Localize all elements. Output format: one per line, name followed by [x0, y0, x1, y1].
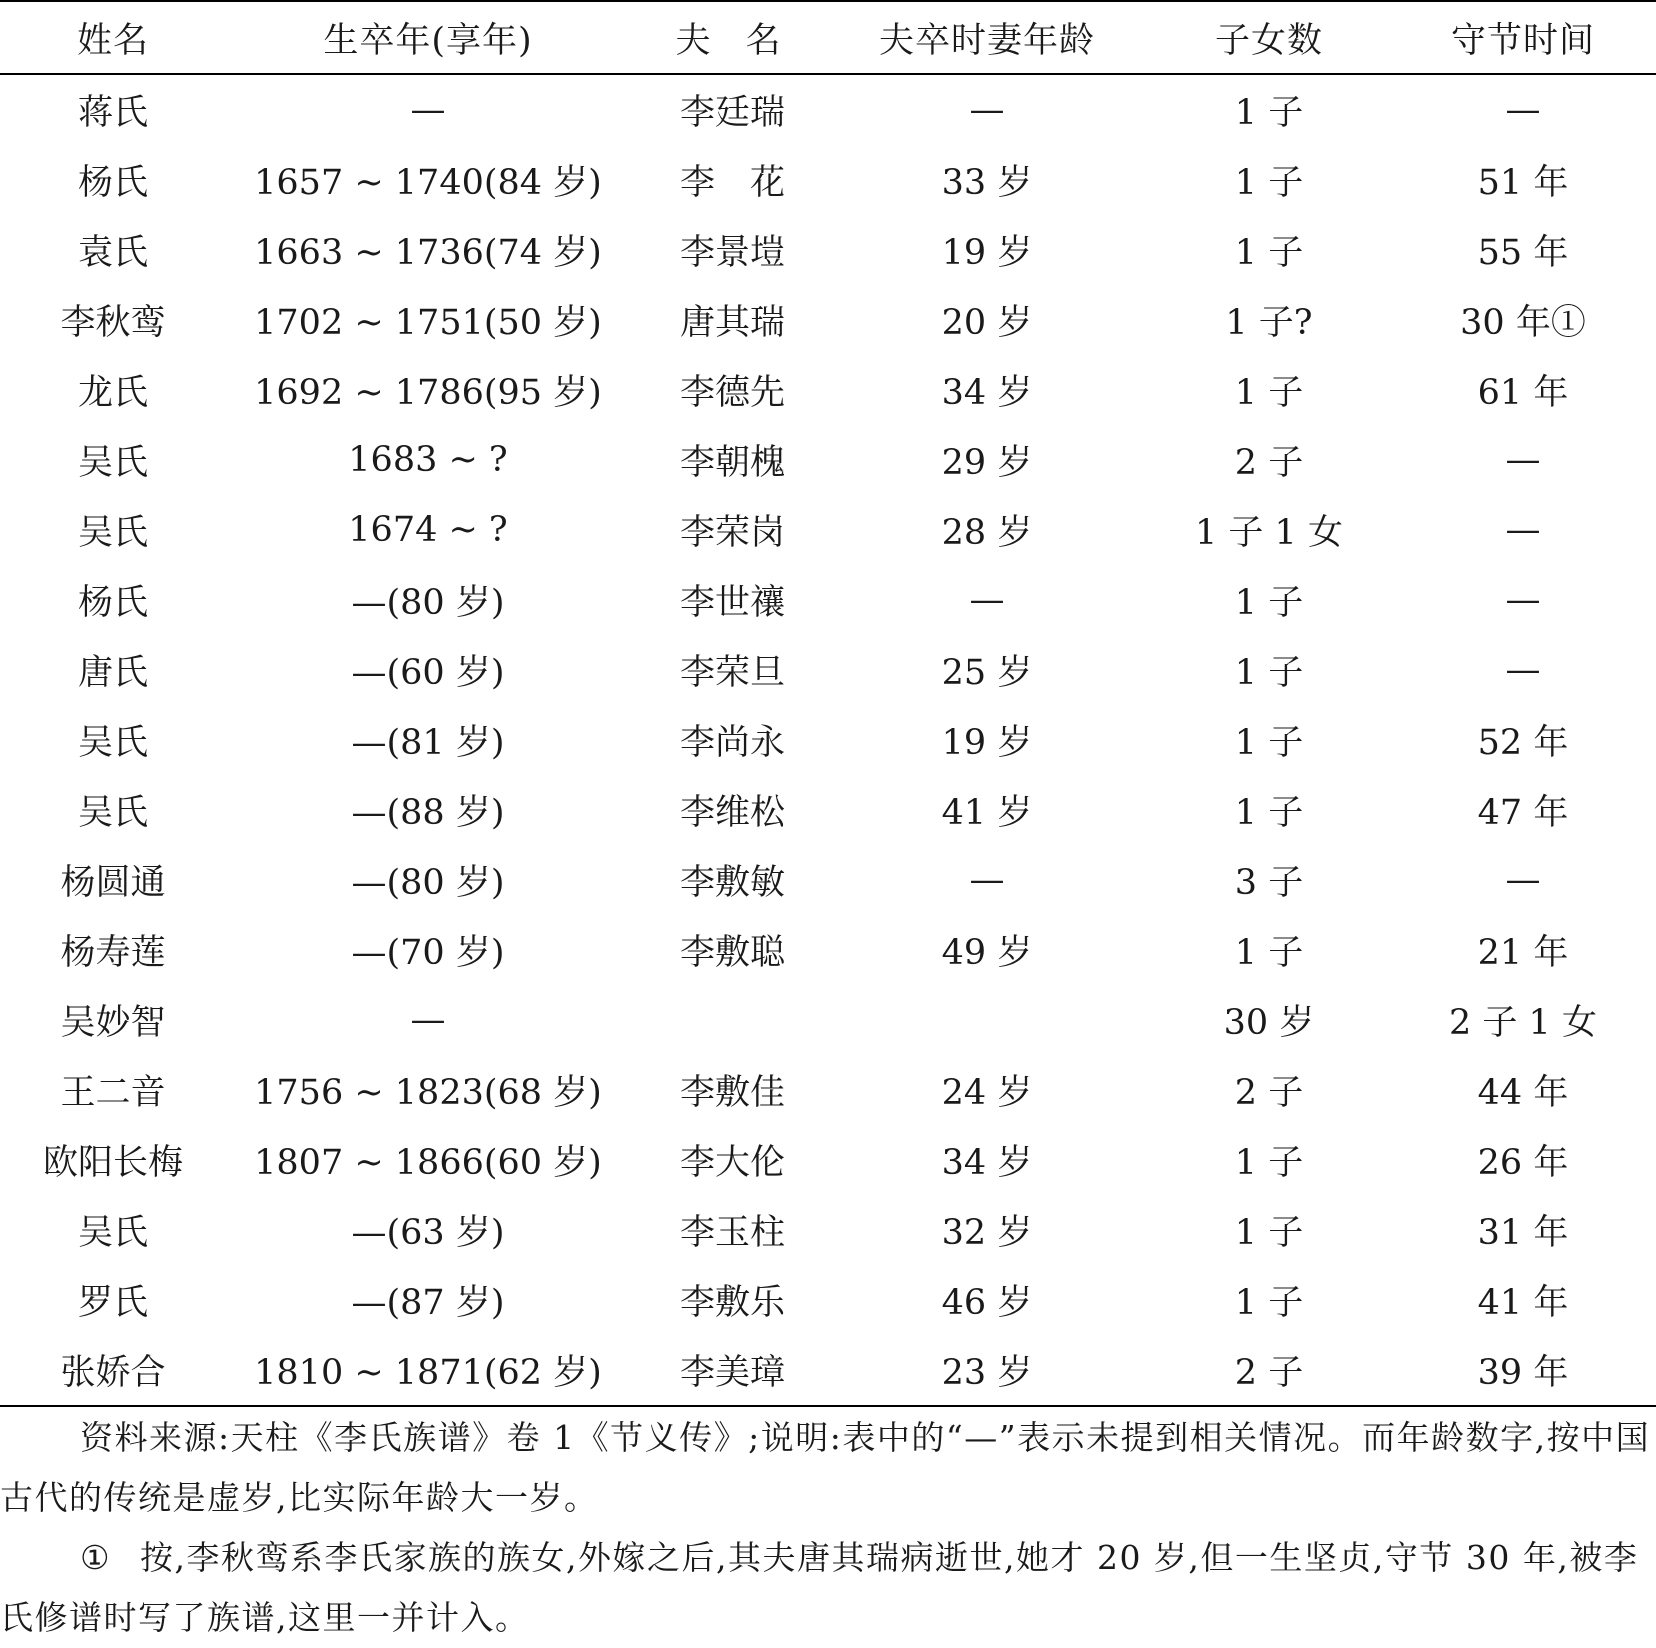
table-row — [0, 635, 1656, 705]
cell-birth-death: —(60 岁) — [351, 653, 505, 693]
cell-husband: 李廷瑞 — [680, 93, 786, 133]
table-row — [0, 74, 1656, 145]
table-row — [0, 1125, 1656, 1195]
cell-children: 1 子 — [1234, 653, 1304, 693]
table-row — [0, 425, 1656, 495]
cell-birth-death: —(80 岁) — [351, 863, 505, 903]
cell-children: 1 子 — [1234, 373, 1304, 413]
cell-birth-death: 1702 ~ 1751(50 岁) — [254, 303, 602, 343]
cell-widowhood: 30 年① — [1460, 303, 1586, 343]
table-row — [0, 1195, 1656, 1265]
cell-name: 李秋鸾 — [60, 303, 166, 343]
cell-husband: 李敷敏 — [680, 863, 786, 903]
cell-children: 3 子 — [1234, 863, 1304, 903]
cell-wife-age: — — [969, 860, 1005, 900]
cell-wife-age: 49 岁 — [941, 933, 1033, 973]
table-row — [0, 285, 1656, 355]
cell-widowhood: — — [1505, 90, 1541, 130]
table-row — [0, 495, 1656, 565]
cell-widowhood: 52 年 — [1477, 723, 1569, 763]
cell-husband: 李维松 — [680, 793, 786, 833]
cell-children: 1 子 — [1234, 793, 1304, 833]
cell-children: 2 子 — [1148, 1335, 1390, 1406]
table-row — [0, 565, 1656, 635]
cell-husband: 李玉柱 — [680, 1213, 786, 1253]
cell-widowhood: 26 年 — [1477, 1143, 1569, 1183]
table-row — [0, 775, 1656, 845]
cell-husband: 李景塏 — [680, 233, 786, 273]
cell-widowhood: — — [1505, 860, 1541, 900]
cell-wife-age: 19 岁 — [941, 723, 1033, 763]
cell-name: 罗氏 — [77, 1283, 148, 1323]
cell-birth-death: 1756 ~ 1823(68 岁) — [254, 1073, 602, 1113]
cell-wife-age: 28 岁 — [941, 513, 1033, 553]
cell-husband: 李敷佳 — [680, 1073, 786, 1113]
cell-husband: 李美璋 — [630, 1335, 826, 1406]
cell-husband: 李德先 — [680, 373, 786, 413]
cell-widowhood: — — [1505, 440, 1541, 480]
cell-husband: 李荣旦 — [680, 653, 786, 693]
cell-wife-age: 19 岁 — [941, 233, 1033, 273]
cell-husband: 李 花 — [680, 163, 786, 203]
table-body — [0, 74, 1656, 1406]
cell-birth-death: — — [410, 90, 446, 130]
cell-wife-age: 33 岁 — [941, 163, 1033, 203]
table-row — [0, 1265, 1656, 1335]
cell-wife-age: 23 岁 — [826, 1335, 1148, 1406]
cell-husband: 李荣岗 — [680, 513, 786, 553]
cell-widowhood: 31 年 — [1477, 1213, 1569, 1253]
cell-wife-age: 34 岁 — [941, 373, 1033, 413]
cell-widowhood: 44 年 — [1477, 1073, 1569, 1113]
cell-children: 1 子 — [1234, 233, 1304, 273]
cell-name: 袁氏 — [77, 233, 148, 273]
header-birth-death: 生卒年(享年) — [226, 1, 630, 74]
cell-birth-death: —(87 岁) — [351, 1283, 505, 1323]
cell-name: 杨寿莲 — [60, 933, 166, 973]
cell-widowhood: — — [1505, 580, 1541, 620]
table-row — [0, 1055, 1656, 1125]
cell-children: 1 子 — [1234, 1143, 1304, 1183]
cell-birth-death: —(80 岁) — [351, 583, 505, 623]
cell-wife-age: 29 岁 — [941, 443, 1033, 483]
cell-widowhood: 41 年 — [1477, 1283, 1569, 1323]
cell-widowhood: — — [1505, 650, 1541, 690]
table-row — [0, 215, 1656, 285]
header-husband: 夫 名 — [630, 1, 826, 74]
table-row — [0, 915, 1656, 985]
cell-birth-death: —(70 岁) — [351, 933, 505, 973]
cell-wife-age: 24 岁 — [941, 1073, 1033, 1113]
cell-wife-age: 25 岁 — [941, 653, 1033, 693]
cell-name: 杨氏 — [77, 163, 148, 203]
table-row — [0, 1335, 1656, 1406]
cell-widowhood: — — [1505, 510, 1541, 550]
cell-birth-death: 1674 ~ ? — [348, 510, 508, 550]
table-row — [0, 845, 1656, 915]
cell-children: 1 子 — [1234, 933, 1304, 973]
cell-widowhood: 61 年 — [1477, 373, 1569, 413]
cell-children: 2 子 — [1234, 443, 1304, 483]
cell-name: 吴氏 — [77, 513, 148, 553]
table-row — [0, 355, 1656, 425]
cell-wife-age: — — [969, 580, 1005, 620]
cell-birth-death: —(81 岁) — [351, 723, 505, 763]
cell-name: 吴妙智 — [60, 1003, 166, 1043]
footnote — [0, 1528, 1656, 1648]
cell-widowhood: 51 年 — [1477, 163, 1569, 203]
cell-children: 1 子 — [1234, 1283, 1304, 1323]
cell-widowhood: 21 年 — [1477, 933, 1569, 973]
cell-birth-death: 1657 ~ 1740(84 岁) — [254, 163, 602, 203]
cell-wife-age: 20 岁 — [941, 303, 1033, 343]
cell-birth-death: — — [410, 1000, 446, 1040]
footnote-mark: ① — [80, 1538, 112, 1577]
cell-name: 杨圆通 — [60, 863, 166, 903]
cell-widowhood: 47 年 — [1477, 793, 1569, 833]
cell-wife-age: 34 岁 — [941, 1143, 1033, 1183]
cell-children: 1 子 1 女 — [1195, 513, 1343, 553]
cell-husband: 李敷乐 — [680, 1283, 786, 1323]
cell-husband — [630, 985, 826, 1055]
cell-name: 龙氏 — [77, 373, 148, 413]
cell-wife-age: 41 岁 — [941, 793, 1033, 833]
table-row — [0, 985, 1656, 1055]
cell-husband: 李大伦 — [680, 1143, 786, 1183]
table-row — [0, 705, 1656, 775]
table-header — [0, 1, 1656, 74]
cell-wife-age: 46 岁 — [941, 1283, 1033, 1323]
cell-children: 1 子 — [1234, 1213, 1304, 1253]
cell-widowhood: 39 年 — [1390, 1335, 1656, 1406]
cell-birth-death: 1683 ~ ? — [348, 440, 508, 480]
cell-name: 吴氏 — [77, 443, 148, 483]
cell-widowhood: 2 子 1 女 — [1449, 1003, 1597, 1043]
cell-children: 1 子 — [1234, 163, 1304, 203]
cell-husband: 李尚永 — [680, 723, 786, 763]
cell-husband: 唐其瑞 — [680, 303, 786, 343]
cell-children: 1 子 — [1234, 93, 1304, 133]
cell-wife-age: 32 岁 — [941, 1213, 1033, 1253]
cell-name: 吴氏 — [77, 723, 148, 763]
cell-husband: 李敷聪 — [680, 933, 786, 973]
table-notes — [0, 1408, 1656, 1648]
footnote-text: 按,李秋鸾系李氏家族的族女,外嫁之后,其夫唐其瑞病逝世,她才 20 岁,但一生坚贞,守节 30 年,被李氏修谱时写了族谱,这里一并计入。 — [0, 1538, 1639, 1637]
header-row — [0, 1, 1656, 74]
cell-children: 1 子? — [1225, 303, 1313, 343]
cell-children: 30 岁 — [1223, 1003, 1315, 1043]
cell-name: 欧阳长梅 — [42, 1143, 183, 1183]
cell-name: 吴氏 — [77, 1213, 148, 1253]
header-name: 姓名 — [0, 1, 226, 74]
cell-birth-death: 1810 ~ 1871(62 岁) — [226, 1335, 630, 1406]
cell-children: 1 子 — [1234, 583, 1304, 623]
cell-name: 王二音 — [60, 1073, 166, 1113]
cell-birth-death: 1807 ~ 1866(60 岁) — [254, 1143, 602, 1183]
header-children: 子女数 — [1148, 1, 1390, 74]
cell-birth-death: —(63 岁) — [351, 1213, 505, 1253]
source-note: 资料来源:天柱《李氏族谱》卷 1《节义传》;说明:表中的“—”表示未提到相关情况。而年龄数字,按中国古代的传统是虚岁,比实际年龄大一岁。 — [0, 1418, 1651, 1517]
table-row — [0, 145, 1656, 215]
cell-birth-death: 1663 ~ 1736(74 岁) — [254, 233, 602, 273]
cell-name: 杨氏 — [77, 583, 148, 623]
cell-husband: 李世禳 — [680, 583, 786, 623]
cell-name: 吴氏 — [77, 793, 148, 833]
cell-wife-age — [826, 985, 1148, 1055]
header-widowhood: 守节时间 — [1390, 1, 1656, 74]
cell-name: 蒋氏 — [77, 93, 148, 133]
cell-wife-age: — — [969, 90, 1005, 130]
cell-birth-death: 1692 ~ 1786(95 岁) — [254, 373, 602, 413]
cell-name: 张娇合 — [0, 1335, 226, 1406]
cell-husband: 李朝槐 — [680, 443, 786, 483]
cell-widowhood: 55 年 — [1477, 233, 1569, 273]
cell-name: 唐氏 — [77, 653, 148, 693]
header-wife-age: 夫卒时妻年龄 — [826, 1, 1148, 74]
cell-children: 1 子 — [1234, 723, 1304, 763]
cell-children: 2 子 — [1234, 1073, 1304, 1113]
cell-birth-death: —(88 岁) — [351, 793, 505, 833]
